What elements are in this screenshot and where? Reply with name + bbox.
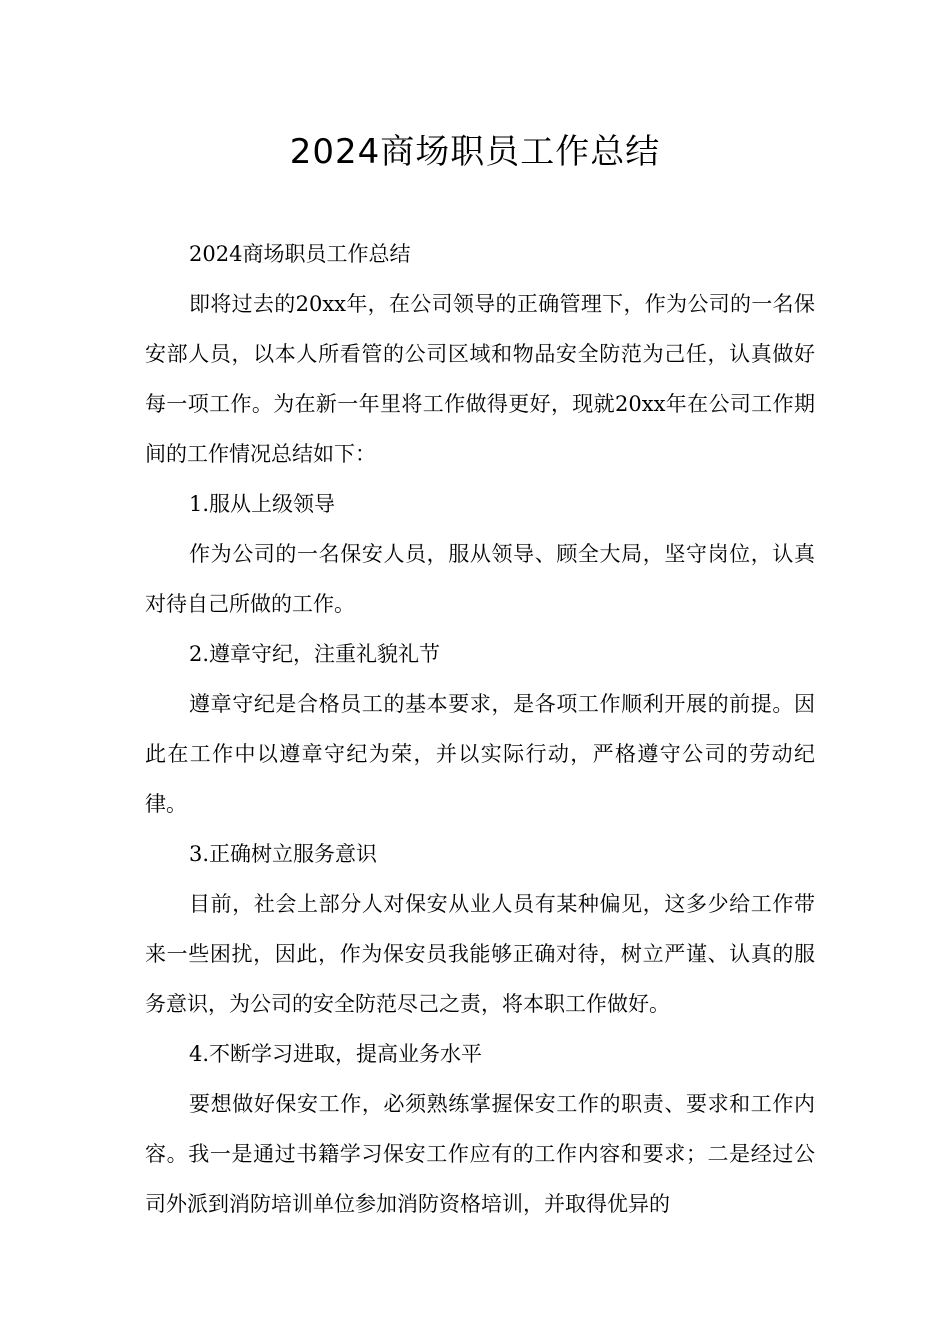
section-heading-4: 4.不断学习进取，提高业务水平 [189,1042,483,1066]
paragraph-section-3: 目前，社会上部分人对保安从业人员有某种偏见，这多少给工作带来一些困扰，因此，作为保安员我能够正确对待，树立严谨、认真的服务意识，为公司的安全防范尽己之责，将本职工作做好。 [145,892,815,1016]
section-heading-2: 2.遵章守纪，注重礼貌礼节 [189,642,441,666]
section-heading-3: 3.正确树立服务意识 [189,842,378,866]
paragraph-section-1: 作为公司的一名保安人员，服从领导、顾全大局，坚守岗位，认真对待自己所做的工作。 [145,542,815,616]
paragraph-intro: 即将过去的20xx年，在公司领导的正确管理下，作为公司的一名保安部人员，以本人所看管的公司区域和物品安全防范为己任，认真做好每一项工作。为在新一年里将工作做得更好，现就20xx年在公司工作期间的工作情况总结如下： [145,292,815,466]
paragraph-section-2: 遵章守纪是合格员工的基本要求，是各项工作顺利开展的前提。因此在工作中以遵章守纪为荣，并以实际行动，严格遵守公司的劳动纪律。 [145,692,815,816]
document-body [145,229,815,1229]
paragraph-subtitle: 2024商场职员工作总结 [189,242,411,266]
section-heading-1: 1.服从上级领导 [189,492,336,516]
document-title: 2024商场职员工作总结 [289,132,661,172]
paragraph-section-4: 要想做好保安工作，必须熟练掌握保安工作的职责、要求和工作内容。我一是通过书籍学习保安工作应有的工作内容和要求；二是经过公司外派到消防培训单位参加消防资格培训，并取得优异的 [145,1092,815,1216]
